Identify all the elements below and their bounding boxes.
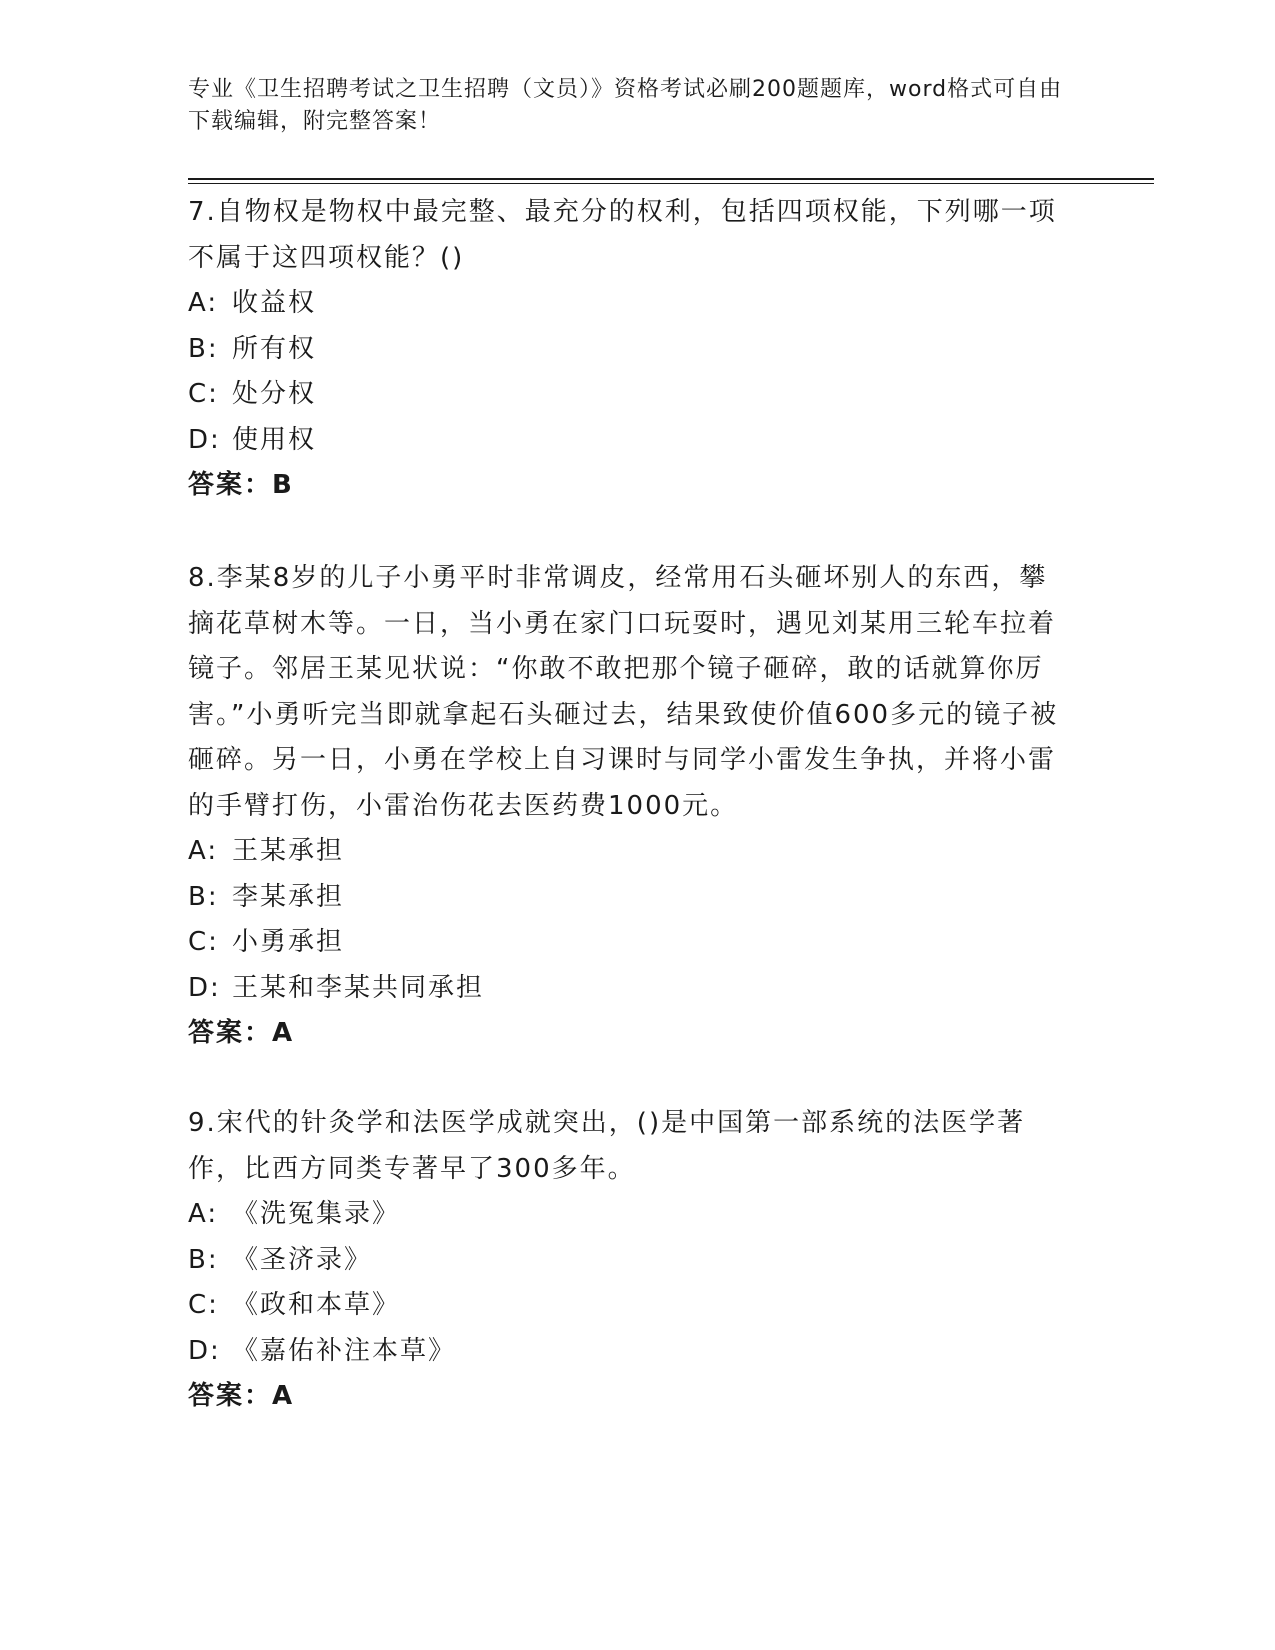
option-b <box>188 875 1068 921</box>
option-d <box>188 418 1068 464</box>
header-divider-thin <box>188 183 1154 184</box>
option-text: 收益权 <box>232 288 317 318</box>
option-text: 《圣济录》 <box>232 1244 373 1275</box>
option-text: 李某承担 <box>232 881 345 912</box>
option-text: 《洗冤集录》 <box>232 1199 401 1229</box>
option-c <box>188 372 1068 418</box>
option-text: 《政和本草》 <box>232 1290 401 1320</box>
option-key: B: <box>188 881 219 912</box>
answer-line: 答案：B <box>188 470 294 500</box>
option-b <box>188 1238 1068 1284</box>
question-9 <box>188 1101 1068 1420</box>
option-key: B: <box>188 333 219 364</box>
option-key: D: <box>188 972 221 1003</box>
option-key: D: <box>188 1335 221 1366</box>
option-text: 小勇承担 <box>232 927 345 957</box>
option-a <box>188 829 1068 875</box>
option-text: 王某承担 <box>232 836 345 866</box>
option-text: 所有权 <box>232 333 317 364</box>
document-header: 专业《卫生招聘考试之卫生招聘（文员）》资格考试必刷200题题库，word格式可自由下载编辑，附完整答案！ <box>188 77 1063 134</box>
option-key: C: <box>188 927 219 957</box>
option-key: C: <box>188 1290 219 1320</box>
option-b <box>188 327 1068 373</box>
answer-line: 答案：A <box>188 1018 295 1048</box>
option-text: 处分权 <box>232 379 317 409</box>
question-stem: 9.宋代的针灸学和法医学成就突出，()是中国第一部系统的法医学著作，比西方同类专著早了300多年。 <box>188 1108 1026 1184</box>
option-text: 使用权 <box>232 424 317 455</box>
question-7 <box>188 190 1068 509</box>
option-a <box>188 281 1068 327</box>
header-divider-thick <box>188 178 1154 180</box>
option-key: D: <box>188 424 221 455</box>
option-key: A: <box>188 1199 219 1229</box>
option-d <box>188 1329 1068 1375</box>
question-stem: 8.李某8岁的儿子小勇平时非常调皮，经常用石头砸坏别人的东西，攀摘花草树木等。一日，当小勇在家门口玩耍时，遇见刘某用三轮车拉着镜子。邻居王某见状说：“你敢不敢把那个镜子砸碎，敢的话就算你厉害。”小勇听完当即就拿起石头砸过去，结果致使价值600多元的镜子被砸碎。另一日，小勇在学校上自习课时与同学小雷发生争执，并将小雷的手臂打伤，小雷治伤花去医药费1000元。 <box>188 563 1059 821</box>
option-text: 《嘉佑补注本草》 <box>232 1335 457 1366</box>
option-key: A: <box>188 836 219 866</box>
question-stem: 7.自物权是物权中最完整、最充分的权利，包括四项权能，下列哪一项不属于这四项权能？() <box>188 197 1057 273</box>
option-c <box>188 1283 1068 1329</box>
option-key: B: <box>188 1244 219 1275</box>
option-key: C: <box>188 379 219 409</box>
question-8 <box>188 556 1068 1057</box>
option-key: A: <box>188 288 219 318</box>
answer-line: 答案：A <box>188 1381 295 1411</box>
option-c <box>188 920 1068 966</box>
option-d <box>188 966 1068 1012</box>
option-a <box>188 1192 1068 1238</box>
option-text: 王某和李某共同承担 <box>232 972 485 1003</box>
